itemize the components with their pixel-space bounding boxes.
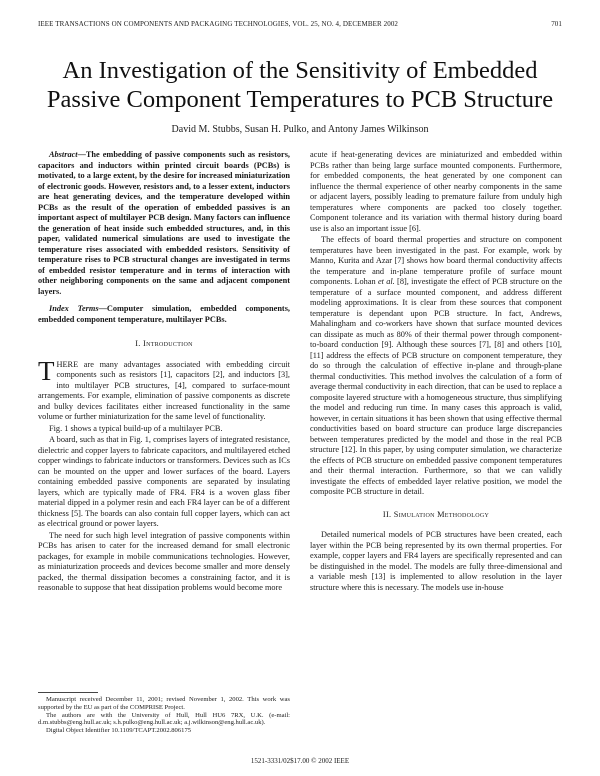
- left-column: [38, 150, 290, 595]
- page-number: 701: [551, 20, 562, 28]
- footnote-rule: [38, 692, 98, 693]
- title-line-1: An Investigation of the Sensitivity of Embedded: [62, 57, 538, 84]
- right-column: [310, 150, 562, 594]
- footnotes: [38, 696, 290, 735]
- method-paragraph-1: Detailed numerical models of PCB structures have been created, each layer within the PCB being represented by its own thermal properties. For example, copper layers and FR4 layers are specifically represented and can be distinguished in the model. The models are fully three-dimensional and a variable mesh [13] is implemented to allow resolution in the layer structure where this is necessary. The models use in-house: [310, 530, 562, 592]
- section-heading-methodology: II. Simulation Methodology: [382, 509, 490, 519]
- journal-header: IEEE TRANSACTIONS ON COMPONENTS AND PACKAGING TECHNOLOGIES, VOL. 25, NO. 4, DECEMBER 2002: [38, 20, 399, 28]
- abstract-text: The embedding of passive components such as resistors, capacitors and inductors within printed circuit boards (PCBs) is motivated, to a large extent, by the desire for increased miniaturization of electronic goods. However, resistors and, to a lesser extent, inductors are heat generating devices, and the temperature developed within PCBs as the result of the operation of embedded passives is an important aspect of multilayer PCB design. Many factors can influence the generation of heat inside such embedded structures, and, in this paper, validated numerical simulations are used to investigate the temperature rises associated with embedded resistors. Sensitivity of temperature rises to PCB structural changes are investigated in terms of embedded resistor temperature and in terms of interaction with other neighboring components on the same and adjacent component layers.: [38, 150, 290, 296]
- footnote-manuscript: Manuscript received December 11, 2001; revised November 1, 2002. This work was supported by the EU as part of the COMPRISE Project.: [38, 696, 290, 711]
- abstract: [38, 150, 290, 297]
- intro-paragraph-3: A board, such as that in Fig. 1, comprises layers of integrated resistance, dielectric and copper layers to fabricate capacitors, and multilayered etched copper windings to fabricate inductors or transformers. Devices such as ICs can be mounted on the upper and lower surfaces of the board. Layers containing embedded passive components are separated by insulating layers, which are typically made of FR4. FR4 is a woven glass fiber material dipped in a polymer resin and each FR4 layer can be of a different thickness [5]. The boards can also contain full copper layers, which can act as electrical ground or power layers.: [38, 435, 290, 528]
- intro-paragraph-2: Fig. 1 shows a typical build-up of a multilayer PCB.: [49, 423, 223, 433]
- right-paragraph-2: The effects of board thermal properties and structure on component temperatures have been investigated in the past. For example, work by Manno, Kurita and Azar [7] shows how board thermal conductivity affects the temperature and in-plane temperature profile of surface mount components. Lohan et al. [8], investigate the effect of PCB structure on the temperature of a surface mounted component, and address different modeling approximations. It is clear from these sources that component temperature is dependant upon PCB structure. In fact, Andrews, Mahalingham and co-workers have shown that surface mounted devices can dissipate as much as 80% of their thermal power through component-to-board conduction [9]. Although these sources [7], [8] and others [10], [11] address the effects of PCB structure on component temperature, they do so through the calculation of effective in-plane and through-plane thermal conductivities. This method involves the calculation of a form of average thermal conductivity in each direction, that can be used to replace a composite layered structure with a homogeneous structure, thus simplifying the model and reducing run time. In many cases this approach is valid, however, in certain situations it has been shown that using effective thermal conductivities based on board structure can produce large discrepancies between temperatures predicted by the model and those in the real PCB structure [12]. In this paper, by using computer simulation, we characterize the effects of PCB structure on embedded passive component temperatures and their thermal interaction. Furthermore, so that we can validly investigate the effects of embedded layer relative position, we model the composite PCB structure in detail.: [310, 235, 562, 496]
- abstract-label: Abstract—: [49, 150, 86, 159]
- section-heading-introduction: I. Introduction: [135, 339, 193, 348]
- index-terms: [38, 304, 290, 325]
- footnote-authors: The authors are with the University of Hull, Hull HU6 7RX, U.K. (e-mail: d.m.stubbs@eng.hull.ac.uk; s.h.pulko@eng.hull.ac.uk; a.j.wilkinson@eng.hull.ac.uk).: [38, 711, 290, 727]
- intro-paragraph-1: THERE are many advantages associated with embedding circuit components such as resistors [1], capacitors [2], and inductors [3], into multilayer PCB structures, [4], compared to surface-mount arrangements. For example, elimination of passive components as discrete and bulky devices facilitates either increased functionality in the same volume or further miniaturization for the same level of functionality.: [38, 355, 290, 421]
- author-list: David M. Stubbs, Susan H. Pulko, and Antony James Wilkinson: [171, 124, 429, 135]
- index-terms-label: Index Terms—: [49, 304, 107, 313]
- right-paragraph-1: acute if heat-generating devices are miniaturized and embedded within PCBs rather than being large surface mounted components. Furthermore, for embedded components, the heat generated by one component can influence the thermal experience of other nearby components in the same or adjacent layers, possibly leading to premature failure from unduly high temperatures where components are packed too closely together. Component tolerance and its variation with thermal history during board use is also an important issue [6].: [310, 150, 562, 233]
- running-header: [38, 20, 562, 32]
- footnote-doi: Digital Object Identifier 10.1109/TCAPT.2002.806175: [46, 727, 192, 735]
- title-line-2: Passive Component Temperatures to PCB Structure: [46, 86, 554, 113]
- paper-title: [30, 56, 570, 114]
- drop-cap: T: [38, 355, 55, 386]
- index-terms-text: Computer simulation, embedded components, embedded component temperature, multilayer PCBs.: [38, 304, 290, 324]
- intro-paragraph-4: The need for such high level integration of passive components within PCBs has arisen to cater for the increased demand for small electronic packages, for example in mobile communications technologies. However, as miniaturization proceeds and devices become smaller and more densely packed, the thermal dissipation becomes a constraining factor, and it is reasonable to suppose that heat dissipation problems would become more: [38, 530, 290, 592]
- page-footer: 1521-3331/02$17.00 © 2002 IEEE: [250, 757, 350, 765]
